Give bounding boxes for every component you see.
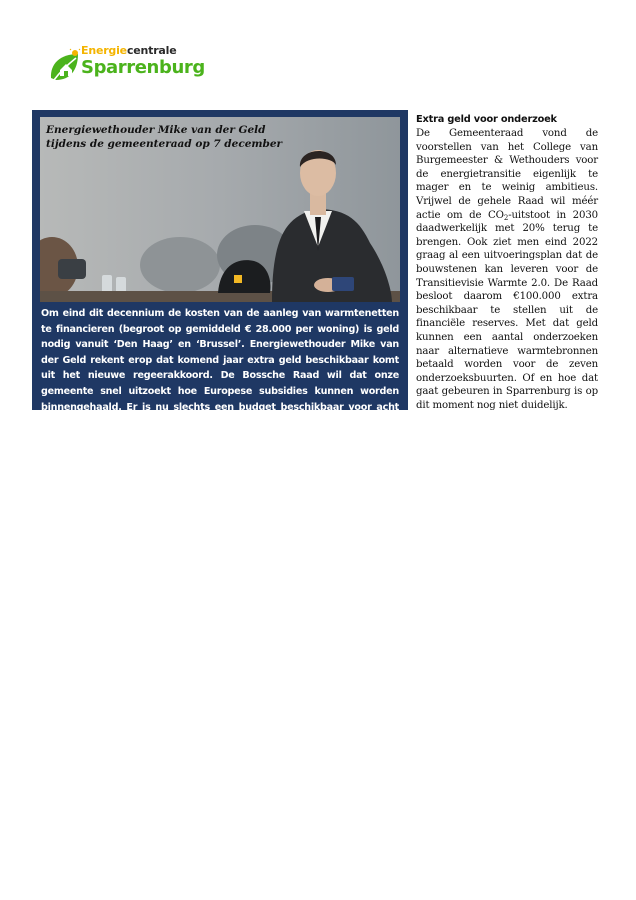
logo-text-bottom: Sparrenburg: [81, 57, 205, 78]
logo-text-top: Energiecentrale: [81, 44, 177, 57]
council-photo: [40, 117, 400, 302]
house-leaf-logo-icon: [48, 48, 82, 84]
feature-text: Om eind dit decennium de kosten van de aanleg van warmtenetten te financieren (begroot op gemiddeld € 28.000 per woning) is geld nodig vanuit ‘Den Haag’ en ‘Brussel’. Energiewethouder Mike van der Geld rekent erop dat komend jaar extra geld beschikbaar komt uit het nieuwe regeerakkoord. De Bossche Raad wil dat onze gemeente snel uitzoekt hoe Europese subsidies kunnen worden binnengehaald. Er is nu slechts een budget beschikbaar voor acht van de 107 Bossche buurten.: [41, 308, 399, 429]
photo-caption: Energiewethouder Mike van der Geld tijdens de gemeenteraad op 7 december: [46, 124, 283, 150]
logo: [48, 42, 205, 88]
article-heading: Extra geld voor onderzoek: [416, 114, 557, 125]
feature-box: [32, 110, 408, 429]
subscript: 2: [503, 213, 509, 222]
article-body: De Gemeenteraad vond de voorstellen van het College van Burgemeester & Wethouders voor de energietransitie eigenlijk te mager en te weinig ambitieus. Vrijwel de gehele Raad wil méér actie om de $CO_2$-uitstoot in 2030 daadwerkelijk met 20% terug te brengen. Ook ziet men eind 2022 graag al een uitvoeringsplan dat de bouwstenen kan leveren voor de Transitievisie Warmte 2.0. De Raad besloot daarom €100.000 extra beschikbaar te stellen uit de financiële reserves. Met dat geld kunnen een aantal onderzoeken naar alternatieve warmtebronnen betaald worden voor de zeven onderzoeksbuurten. Of en hoe dat gaat gebeuren in Sparrenburg is op dit moment nog niet duidelijk.: [416, 128, 598, 411]
article: [416, 113, 598, 412]
